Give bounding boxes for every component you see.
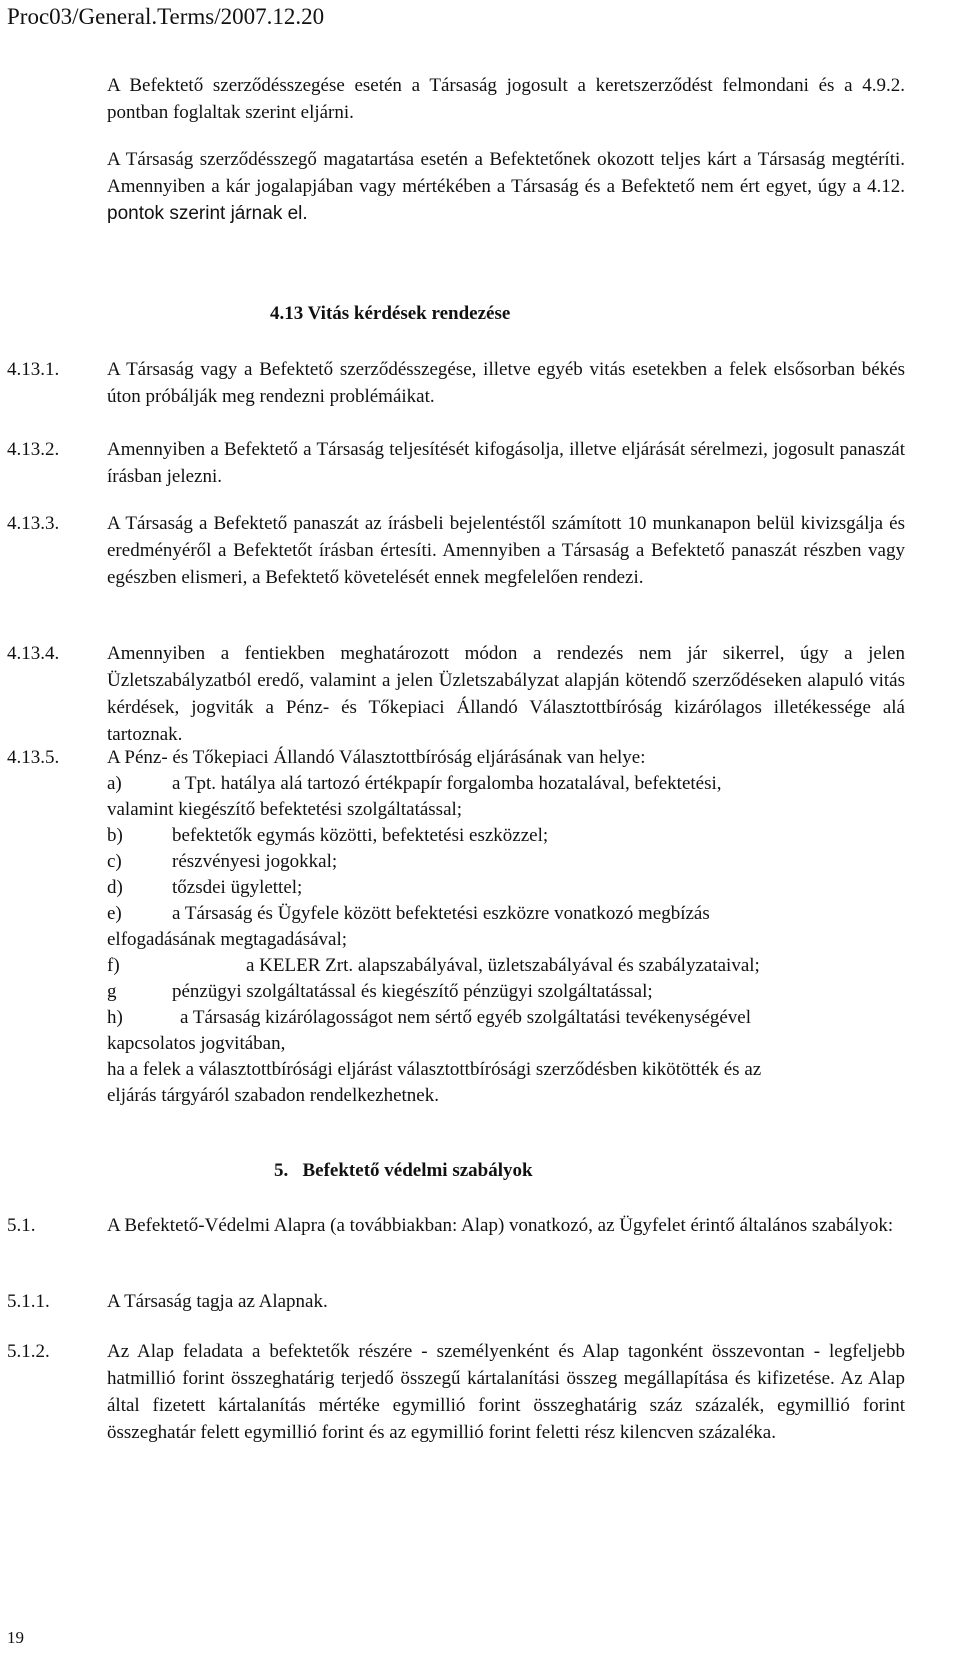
section-title-4-13: 4.13 Vitás kérdések rendezése [270, 303, 511, 324]
list-label: f) [107, 955, 120, 976]
list-item: a Társaság és Ügyfele között befektetési eszközre vonatkozó megbízás [172, 903, 710, 924]
item-text: A Pénz- és Tőkepiaci Állandó Választottbíróság eljárásának van helye: [107, 747, 646, 768]
list-item: eljárás tárgyáról szabadon rendelkezhetnek. [107, 1085, 439, 1106]
intro-paragraph-2-tail: pontok szerint járnak el. [107, 203, 308, 224]
list-item: valamint kiegészítő befektetési szolgáltatással; [107, 799, 463, 820]
item-number: 4.13.1. [7, 359, 60, 380]
list-item: ha a felek a választottbírósági eljárást választottbírósági szerződésben kikötötték és az [107, 1059, 762, 1080]
intro-paragraph-2 [107, 146, 905, 227]
list-item: a Társaság kizárólagosságot nem sértő egyéb szolgáltatási tevékenységével [180, 1007, 752, 1028]
item-text: A Társaság vagy a Befektető szerződésszegése, illetve egyéb vitás esetekben a felek elsősorban békés úton próbálják meg rendezni problémáikat. [107, 359, 905, 407]
item-number: 4.13.4. [7, 643, 60, 664]
list-label: a) [107, 773, 122, 794]
list-item: elfogadásának megtagadásával; [107, 929, 348, 950]
intro-paragraph-2-text: A Társaság szerződésszegő magatartása esetén a Befektetőnek okozott teljes kárt a Társaság megtéríti. Amennyiben a kár jogalapjában vagy mértékében a Társaság és a Befektető nem ért egyet, úgy a 4.12. [107, 149, 905, 197]
list-item: tőzsdei ügylettel; [172, 877, 303, 898]
item-text: Amennyiben a Befektető a Társaság teljesítését kifogásolja, illetve eljárását sérelmezi, jogosult panaszát írásban jelezni. [107, 439, 905, 487]
list-label: d) [107, 877, 123, 898]
list-item: pénzügyi szolgáltatással és kiegészítő pénzügyi szolgáltatással; [172, 981, 653, 1002]
list-item: kapcsolatos jogvitában, [107, 1033, 286, 1054]
list-label: g [107, 981, 117, 1002]
section-title-5: 5. Befektető védelmi szabályok [274, 1160, 533, 1181]
list-item: a Tpt. hatálya alá tartozó értékpapír forgalomba hozatalával, befektetési, [172, 773, 722, 794]
item-text: A Társaság tagja az Alapnak. [107, 1291, 328, 1312]
item-number: 5.1.2. [7, 1341, 50, 1362]
list-item: befektetők egymás közötti, befektetési eszközzel; [172, 825, 549, 846]
item-text: A Befektető-Védelmi Alapra (a továbbiakban: Alap) vonatkozó, az Ügyfelet érintő általános szabályok: [107, 1215, 894, 1236]
item-number: 4.13.3. [7, 513, 60, 534]
list-item: a KELER Zrt. alapszabályával, üzletszabályával és szabályzataival; [246, 955, 760, 976]
list-item: részvényesi jogokkal; [172, 851, 338, 872]
item-text: A Társaság a Befektető panaszát az írásbeli bejelentéstől számított 10 munkanapon belül kivizsgálja és eredményéről a Befektetőt írásban értesíti. Amennyiben a Társaság a Befektető panaszát részben vagy egészben elismeri, a Befektető követelését ennek megfelelően rendezi. [107, 513, 905, 588]
intro-paragraph-1: A Befektető szerződésszegése esetén a Társaság jogosult a keretszerződést felmondani és a 4.9.2. pontban foglaltak szerint eljárni. [107, 75, 905, 123]
list-label: e) [107, 903, 122, 924]
item-text: Amennyiben a fentiekben meghatározott módon a rendezés nem jár sikerrel, úgy a jelen Üzletszabályzatból eredő, valamint a jelen Üzletszabályzat alapján kötendő szerződéseken alapuló vitás kérdések, jogviták a Pénz- és Tőkepiaci Állandó Választottbíróság kizárólagos illetékessége alá tartoznak. [107, 643, 905, 745]
item-number: 4.13.2. [7, 439, 60, 460]
document-header: Proc03/General.Terms/2007.12.20 [7, 4, 325, 29]
page-number: 19 [7, 1628, 24, 1647]
item-number: 5.1. [7, 1215, 36, 1236]
list-label: h) [107, 1007, 123, 1028]
item-text: Az Alap feladata a befektetők részére - személyenként és Alap tagonként összevontan - legfeljebb hatmillió forint összeghatárig terjedő összegű kártalanítási összeg megállapítása és kifizetése. Az Alap által fizetett kártalanítás mértéke egymillió forint összeghatárig száz százalék, egymillió forint összeghatár felett egymillió forint és az egymillió forint feletti rész kilencven százaléka. [107, 1341, 905, 1443]
item-number: 4.13.5. [7, 747, 60, 768]
list-label: b) [107, 825, 123, 846]
item-number: 5.1.1. [7, 1291, 50, 1312]
list-label: c) [107, 851, 122, 872]
